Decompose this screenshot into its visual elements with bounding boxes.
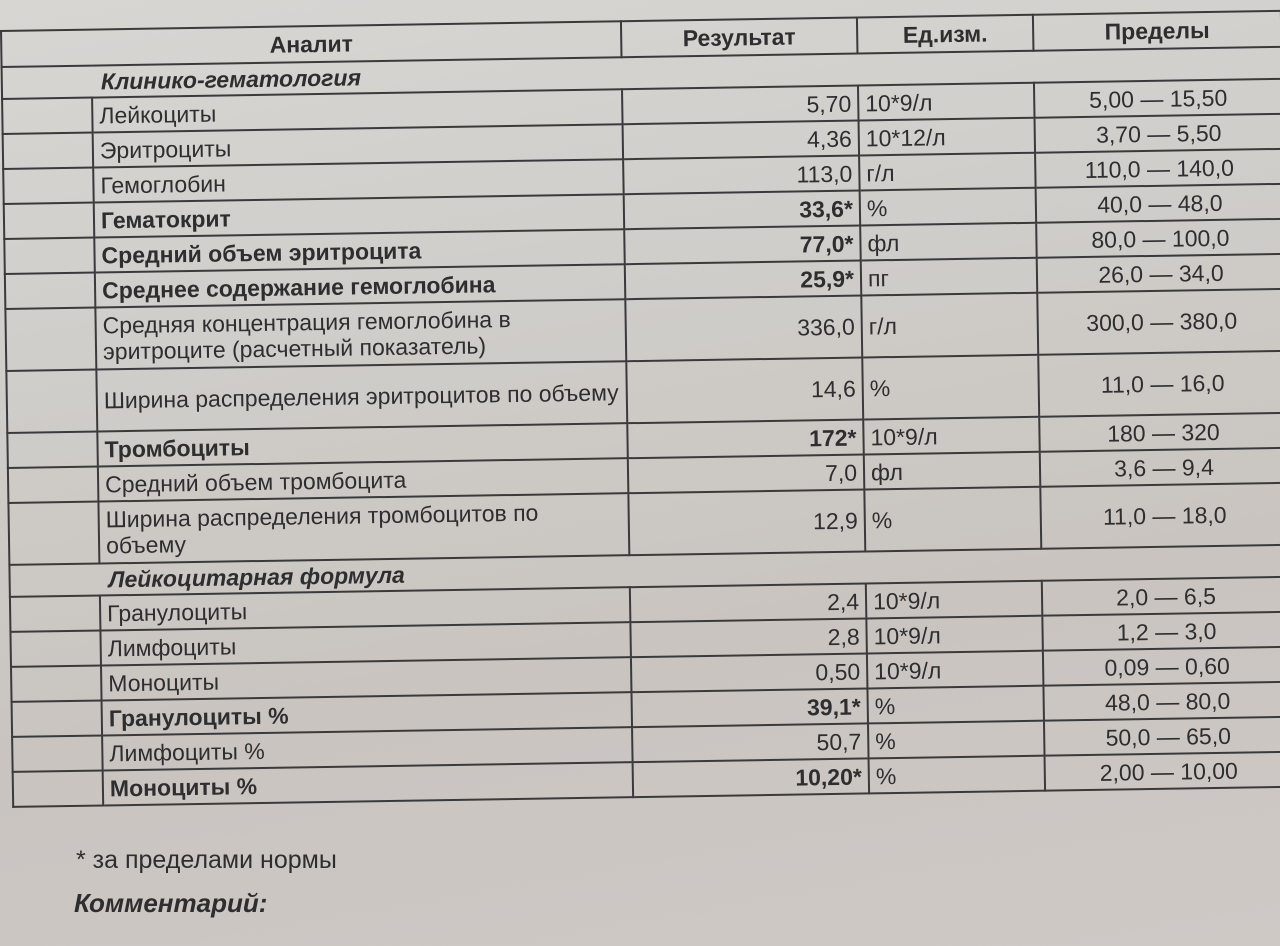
result-value: 14,6 [626, 357, 863, 423]
results-body [2, 47, 1280, 807]
row-gutter [4, 238, 95, 274]
reference-range: 11,0 — 16,0 [1038, 351, 1280, 417]
unit-value: % [862, 355, 1039, 420]
analyte-name: Гранулоциты [100, 587, 630, 630]
result-value: 33,6* [624, 191, 861, 230]
reference-range: 300,0 — 380,0 [1037, 289, 1280, 355]
result-value: 50,7 [632, 723, 869, 762]
row-gutter [12, 735, 103, 771]
result-value: 7,0 [628, 454, 865, 493]
section-title: Клинико-гематология [2, 47, 1280, 99]
reference-range: 50,0 — 65,0 [1044, 717, 1280, 756]
unit-value: 10*9/л [867, 651, 1044, 689]
analyte-name: Моноциты [101, 657, 631, 700]
row-gutter [8, 467, 99, 503]
reference-range: 48,0 — 80,0 [1043, 682, 1280, 721]
result-value: 0,50 [631, 653, 868, 692]
reference-range: 0,09 — 0,60 [1043, 647, 1280, 686]
result-value: 77,0* [624, 226, 861, 265]
unit-value: % [869, 756, 1046, 794]
analyte-name: Ширина распределения тромбоцитов по объему [98, 493, 629, 563]
row-gutter [5, 273, 96, 309]
row-gutter [12, 700, 103, 736]
reference-range: 3,70 — 5,50 [1035, 114, 1280, 153]
analyte-name: Гранулоциты % [102, 692, 632, 735]
result-value: 2,4 [630, 583, 867, 622]
analyte-name: Средний объем тромбоцита [98, 458, 628, 501]
result-value: 10,20* [633, 758, 870, 797]
analyte-name: Ширина распределения эритроцитов по объему [96, 361, 627, 431]
unit-value: г/л [859, 153, 1036, 191]
footnote: * за пределами нормы [76, 846, 337, 874]
unit-value: 10*12/л [859, 118, 1036, 156]
results-table [0, 10, 1280, 808]
unit-value: фл [860, 223, 1037, 261]
result-value: 336,0 [625, 296, 862, 362]
row-gutter [8, 502, 99, 565]
unit-value: 10*9/л [863, 417, 1040, 455]
reference-range: 1,2 — 3,0 [1042, 612, 1280, 651]
analyte-name: Средняя концентрация гемоглобина в эритроците (расчетный показатель) [95, 299, 626, 369]
reference-range: 2,0 — 6,5 [1042, 577, 1280, 616]
row-gutter [4, 203, 95, 239]
unit-value: г/л [861, 293, 1038, 358]
row-gutter [11, 665, 102, 701]
unit-value: % [860, 188, 1037, 226]
reference-range: 26,0 — 34,0 [1037, 254, 1280, 293]
unit-value: фл [864, 452, 1041, 490]
row-gutter [6, 370, 97, 433]
analyte-name: Среднее содержание гемоглобина [95, 264, 625, 307]
analyte-name: Лимфоциты % [102, 727, 632, 770]
result-value: 2,8 [630, 618, 867, 657]
analyte-name: Гематокрит [94, 194, 624, 237]
analyte-name: Эритроциты [93, 124, 623, 167]
unit-value: % [868, 721, 1045, 759]
unit-value: 10*9/л [866, 616, 1043, 654]
header-analyte: Аналит [1, 21, 621, 67]
header-range: Пределы [1033, 11, 1280, 51]
result-value: 12,9 [628, 489, 865, 555]
row-gutter [5, 308, 96, 371]
analyte-name: Гемоглобин [93, 159, 623, 202]
row-gutter [13, 770, 104, 806]
analyte-name: Средний объем эритроцита [94, 229, 624, 272]
result-value: 5,70 [622, 86, 859, 125]
analyte-name: Моноциты % [103, 762, 633, 805]
row-gutter [3, 168, 94, 204]
unit-value: 10*9/л [858, 83, 1035, 121]
reference-range: 110,0 — 140,0 [1035, 149, 1280, 188]
comment-label: Комментарий: [74, 888, 268, 918]
reference-range: 11,0 — 18,0 [1040, 483, 1280, 549]
unit-value: % [867, 686, 1044, 724]
unit-value: пг [861, 258, 1038, 296]
row-gutter [7, 432, 98, 468]
unit-value: 10*9/л [866, 581, 1043, 619]
row-gutter [10, 630, 101, 666]
reference-range: 80,0 — 100,0 [1036, 219, 1280, 258]
header-unit: Ед.изм. [857, 15, 1034, 54]
reference-range: 3,6 — 9,4 [1040, 448, 1280, 487]
row-gutter [10, 596, 101, 632]
row-gutter [2, 98, 93, 134]
unit-value: % [864, 487, 1041, 552]
reference-range: 5,00 — 15,50 [1034, 79, 1280, 118]
section-title: Лейкоцитарная формула [9, 545, 1280, 597]
row-gutter [3, 133, 94, 169]
reference-range: 40,0 — 48,0 [1036, 184, 1280, 223]
reference-range: 2,00 — 10,00 [1045, 752, 1280, 791]
result-value: 39,1* [631, 688, 868, 727]
result-value: 113,0 [623, 156, 860, 195]
result-value: 25,9* [625, 261, 862, 300]
result-value: 4,36 [623, 121, 860, 160]
result-value: 172* [627, 419, 864, 458]
analyte-name: Тромбоциты [97, 423, 627, 466]
analyte-name: Лимфоциты [100, 622, 630, 665]
reference-range: 180 — 320 [1039, 413, 1280, 452]
analyte-name: Лейкоциты [92, 89, 622, 132]
header-result: Результат [621, 18, 858, 58]
